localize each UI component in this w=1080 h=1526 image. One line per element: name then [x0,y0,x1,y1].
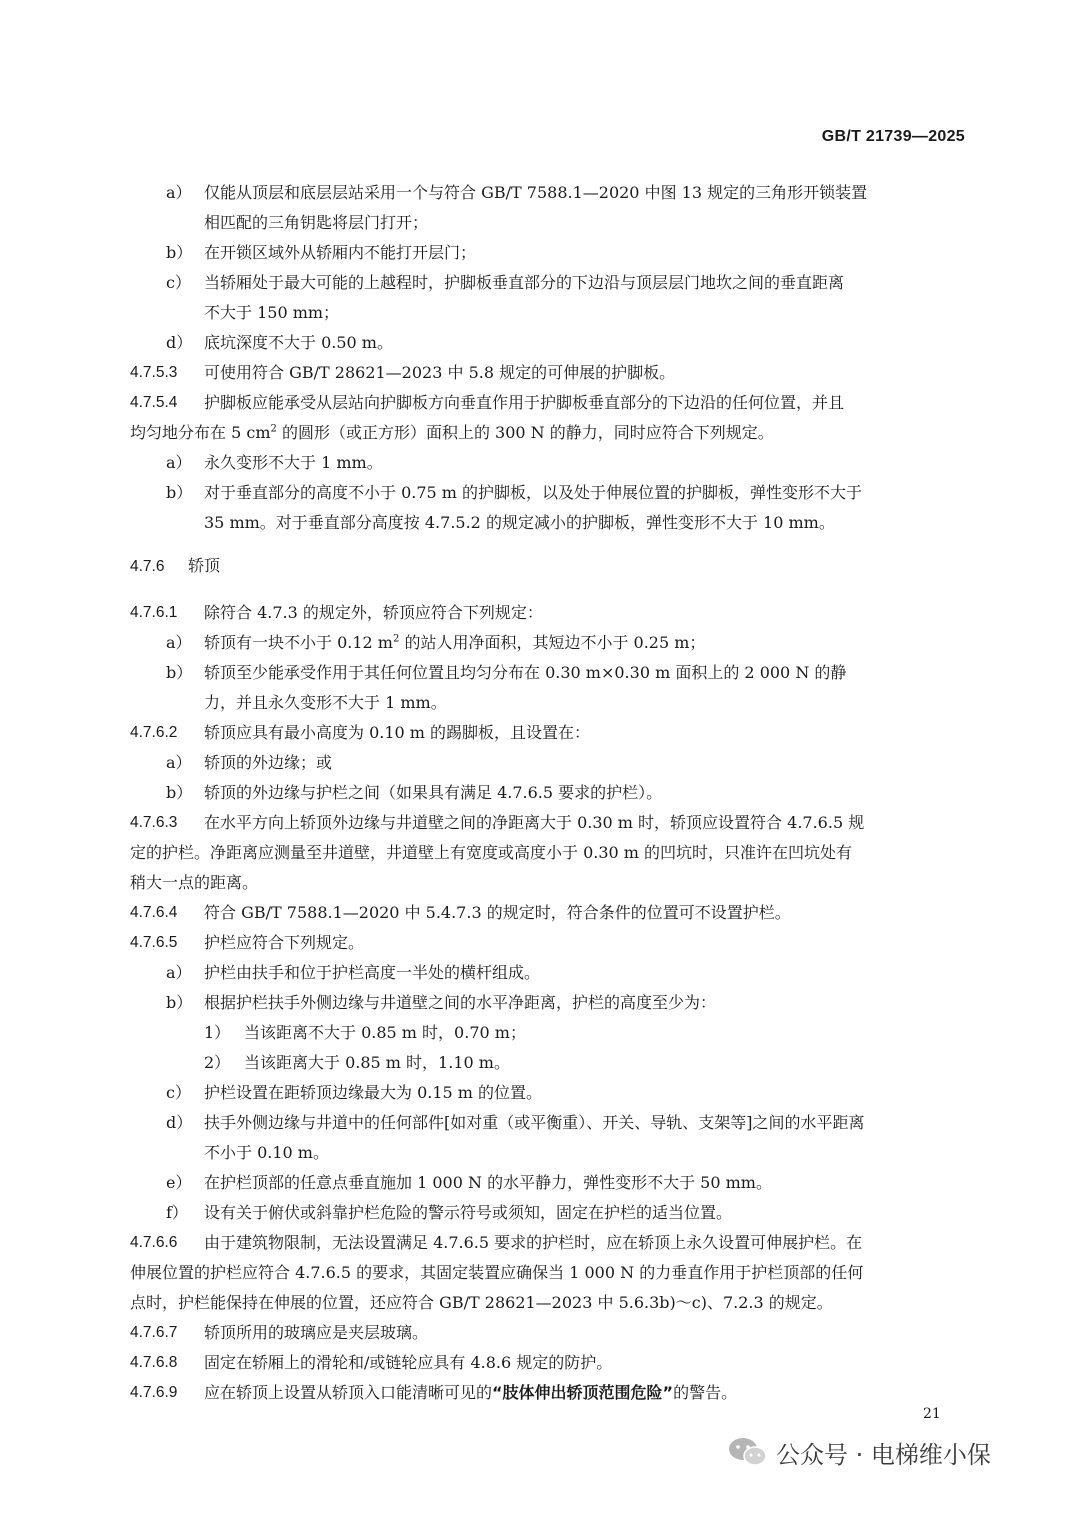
text-segment: 护栏应符合下列规定。 [204,933,365,952]
text-segment: 轿顶的外边缘与护栏之间（如果具有满足 4.7.6.5 要求的护栏）。 [204,783,663,802]
text-segment: 相匹配的三角钥匙将层门打开； [204,213,429,232]
item-label: b） [166,243,193,262]
text-line [130,238,966,268]
text-line [130,778,966,808]
text-segment: 由于建筑物限制，无法设置满足 4.7.6.5 要求的护栏时，应在轿顶上永久设置可伸展护栏。在 [204,1233,863,1252]
item-label: a） [166,633,192,652]
item-text [204,748,966,778]
text-line [130,838,966,868]
text-line [130,748,966,778]
paragraph-text [130,1258,966,1288]
clause-number: 4.7.6.6 [130,1234,178,1251]
item-label: a） [166,963,192,982]
item-label: b） [166,783,193,802]
item-label: f） [166,1203,188,1222]
item-text [204,448,966,478]
continuation-text [204,298,966,328]
clause-text [204,808,966,838]
clause-number: 4.7.5.3 [130,364,178,381]
clause-number: 4.7.6.7 [130,1324,178,1341]
text-segment: 力，并且永久变形不大于 1 mm。 [204,693,447,712]
text-segment: 稍大一点的距离。 [130,873,259,892]
item-text [204,1198,966,1228]
text-segment: 不小于 0.10 m。 [204,1143,329,1162]
text-line [130,1258,966,1288]
clause-text [204,928,966,958]
paragraph-text [130,838,966,868]
text-segment: 符合 GB/T 7588.1—2020 中 5.4.7.3 的规定时，符合条件的位置可不设置护栏。 [204,903,791,922]
continuation-text [204,1138,966,1168]
text-line [130,418,966,448]
text-segment: 轿顶应具有最小高度为 0.10 m 的踢脚板，且设置在： [204,723,591,742]
text-segment: 轿顶所用的玻璃应是夹层玻璃。 [204,1323,429,1342]
text-segment: 轿顶 [188,558,221,575]
watermark-text: 公众号 · 电梯维小保 [776,1440,991,1469]
text-segment: 设有关于俯伏或斜靠护栏危险的警示符号或须知，固定在护栏的适当位置。 [204,1203,733,1222]
text-segment: 根据护栏扶手外侧边缘与井道壁之间的水平净距离，护栏的高度至少为： [204,993,717,1012]
continuation-text [204,688,966,718]
text-line [130,1378,966,1408]
item-text [204,628,966,658]
text-line [130,1318,966,1348]
item-text [204,478,966,508]
document-body [130,178,966,1408]
clause-text [204,1318,966,1348]
clause-text [204,718,966,748]
text-segment: 轿顶有一块不小于 0.12 m [204,633,393,652]
clause-text [204,1378,966,1408]
text-segment: 均匀地分布在 5 cm [130,423,271,442]
clause-text [204,598,966,628]
text-line [130,328,966,358]
text-line [130,388,966,418]
text-line [130,1288,966,1318]
subitem-text [244,1048,966,1078]
text-segment: 点时，护栏能保持在伸展的位置，还应符合 GB/T 28621—2023 中 5.6.3b)～c)、7.2.3 的规定。 [130,1293,833,1312]
warning-text: “肢体伸出轿顶范围危险” [492,1383,674,1402]
text-line [130,208,966,238]
subitem-label: 1） [204,1023,231,1042]
clause-number: 4.7.6.8 [130,1354,178,1371]
text-line [130,1138,966,1168]
text-line [130,958,966,988]
text-segment: 当轿厢处于最大可能的上越程时，护脚板垂直部分的下边沿与顶层层门地坎之间的垂直距离 [204,273,845,292]
text-segment: 护栏由扶手和位于护栏高度一半处的横杆组成。 [204,963,541,982]
item-label: b） [166,483,193,502]
text-line [130,552,966,582]
text-segment: 伸展位置的护栏应符合 4.7.6.5 的要求，其固定装置应确保当 1 000 N 的力垂直作用于护栏顶部的任何 [130,1263,864,1282]
text-segment: 的站人用净面积，其短边不小于 0.25 m； [399,633,706,652]
text-line [130,508,966,538]
wechat-icon [726,1434,770,1470]
item-label: c） [166,1083,191,1102]
item-label: b） [166,993,193,1012]
text-line [130,898,966,928]
text-segment: 护栏设置在距轿顶边缘最大为 0.15 m 的位置。 [204,1083,543,1102]
text-line [130,448,966,478]
text-segment: 在水平方向上轿顶外边缘与井道壁之间的净距离大于 0.30 m 时，轿顶应设置符合 4.7.6.5 规 [204,813,865,832]
watermark [726,1434,991,1470]
clause-number: 4.7.5.4 [130,394,178,411]
clause-text [204,388,966,418]
item-label: d） [166,1113,193,1132]
text-segment: 在开锁区域外从轿厢内不能打开层门； [204,243,477,262]
text-segment: 35 mm。对于垂直部分高度按 4.7.5.2 的规定减小的护脚板，弹性变形不大于 10 mm。 [204,513,835,532]
text-segment: 在护栏顶部的任意点垂直施加 1 000 N 的水平静力，弹性变形不大于 50 mm。 [204,1173,772,1192]
clause-text [204,358,966,388]
item-text [204,238,966,268]
item-text [204,958,966,988]
text-line [130,478,966,508]
clause-text [204,1228,966,1258]
superscript: 2 [392,633,400,645]
text-segment: 轿顶至少能承受作用于其任何位置且均匀分布在 0.30 m×0.30 m 面积上的 2 000 N 的静 [204,663,847,682]
clause-number: 4.7.6.3 [130,814,178,831]
page-number: 21 [923,1406,941,1422]
text-line [130,268,966,298]
clause-text [204,1348,966,1378]
text-segment: 的圆形（或正方形）面积上的 300 N 的静力，同时应符合下列规定。 [276,423,774,442]
text-line [130,688,966,718]
clause-number: 4.7.6.5 [130,934,178,951]
clause-number: 4.7.6.2 [130,724,178,741]
text-line [130,1228,966,1258]
text-segment: 除符合 4.7.3 的规定外，轿顶应符合下列规定： [204,603,543,622]
text-segment: 的警告。 [673,1383,738,1402]
text-line [130,628,966,658]
text-segment: 固定在轿厢上的滑轮和/或链轮应具有 4.8.6 规定的防护。 [204,1353,613,1372]
item-text [204,328,966,358]
paragraph-text [130,1288,966,1318]
text-line [130,868,966,898]
text-line [130,1198,966,1228]
item-label: e） [166,1173,192,1192]
text-segment: 应在轿顶上设置从轿顶入口能清晰可见的 [204,1383,493,1402]
item-text [204,778,966,808]
continuation-text [204,208,966,238]
section-number: 4.7.6 [130,558,165,575]
text-line [130,1108,966,1138]
text-line [130,658,966,688]
subitem-label: 2） [204,1053,231,1072]
item-text [204,268,966,298]
text-line [130,1078,966,1108]
item-text [204,988,966,1018]
subitem-text [244,1018,966,1048]
text-line [130,1348,966,1378]
text-line [130,598,966,628]
item-label: a） [166,453,192,472]
text-segment: 扶手外侧边缘与井道中的任何部件[如对重（或平衡重）、开关、导轨、支架等]之间的水平距离 [204,1113,865,1132]
text-segment: 仅能从顶层和底层层站采用一个与符合 GB/T 7588.1—2020 中图 13 规定的三角形开锁装置 [204,183,868,202]
superscript: 2 [270,423,277,435]
text-segment: 护脚板应能承受从层站向护脚板方向垂直作用于护脚板垂直部分的下边沿的任何位置，并且 [204,393,845,412]
continuation-text [204,508,966,538]
item-label: c） [166,273,191,292]
text-line [130,1048,966,1078]
text-segment: 可使用符合 GB/T 28621—2023 中 5.8 规定的可伸展的护脚板。 [204,363,676,382]
item-text [204,178,966,208]
section-title [188,552,220,582]
text-line [130,358,966,388]
text-segment: 当该距离不大于 0.85 m 时，0.70 m； [244,1023,526,1042]
clause-number: 4.7.6.4 [130,904,178,921]
text-segment: 当该距离大于 0.85 m 时，1.10 m。 [244,1053,510,1072]
text-line [130,988,966,1018]
item-text [204,1108,966,1138]
item-label: b） [166,663,193,682]
text-segment: 轿顶的外边缘；或 [204,753,333,772]
text-line [130,928,966,958]
text-segment: 对于垂直部分的高度不小于 0.75 m 的护脚板，以及处于伸展位置的护脚板，弹性变形不大于 [204,483,863,502]
paragraph-text [130,868,966,898]
text-line [130,1018,966,1048]
text-segment: 永久变形不大于 1 mm。 [204,453,383,472]
item-text [204,658,966,688]
clause-number: 4.7.6.9 [130,1384,178,1401]
item-text [204,1078,966,1108]
paragraph-text [130,418,966,448]
document-code: GB/T 21739—2025 [821,128,965,145]
item-label: d） [166,333,193,352]
text-segment: 底坑深度不大于 0.50 m。 [204,333,393,352]
text-line [130,1168,966,1198]
text-segment: 定的护栏。净距离应测量至井道壁，井道壁上有宽度或高度小于 0.30 m 的凹坑时，只准许在凹坑处有 [130,843,853,862]
text-segment: 不大于 150 mm； [204,303,340,322]
text-line [130,178,966,208]
item-text [204,1168,966,1198]
item-label: a） [166,183,192,202]
text-line [130,808,966,838]
item-label: a） [166,753,192,772]
clause-text [204,898,966,928]
text-line [130,718,966,748]
text-line [130,298,966,328]
clause-number: 4.7.6.1 [130,604,178,621]
